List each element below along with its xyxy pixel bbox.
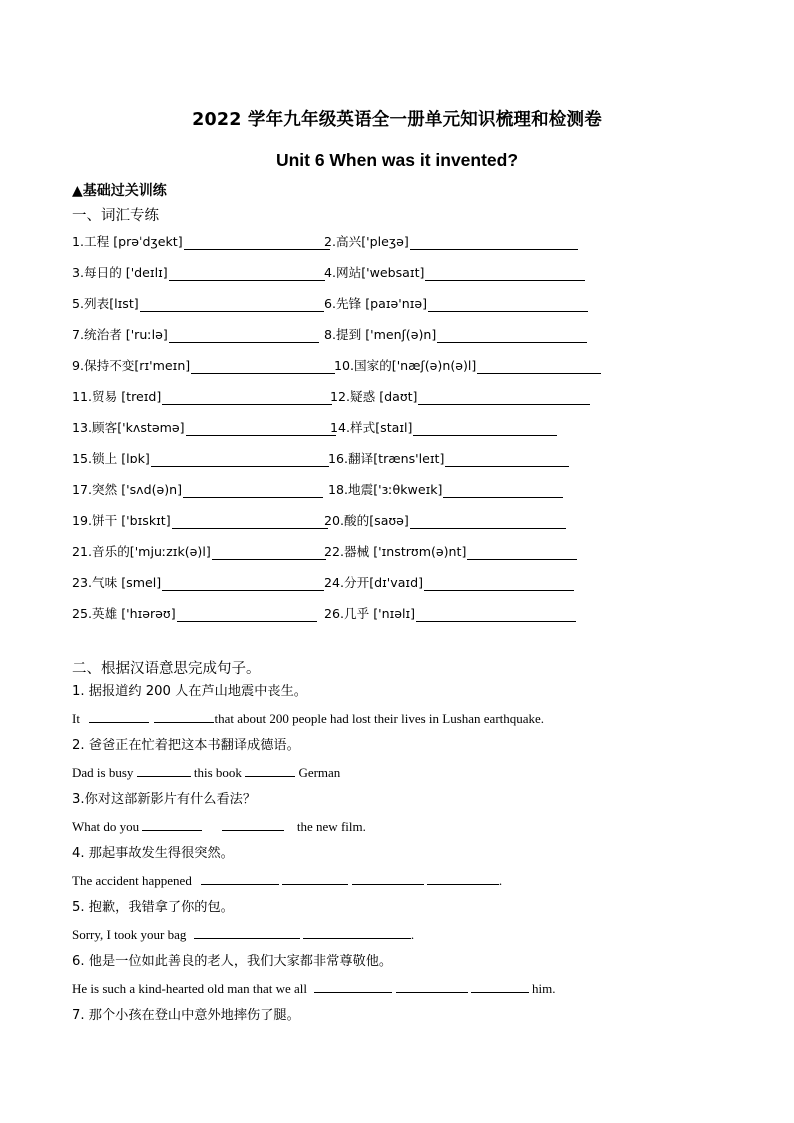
answer-blank[interactable]: [169, 267, 325, 281]
sentence-prompt-1: 1. 据报道约 200 人在芦山地震中丧生。: [72, 684, 307, 699]
vocab-row: [72, 231, 632, 262]
sentence-text: him.: [532, 981, 556, 996]
answer-blank[interactable]: [137, 764, 191, 777]
answer-blank[interactable]: [169, 329, 319, 343]
answer-blank[interactable]: [162, 577, 324, 591]
answer-blank[interactable]: [194, 926, 300, 939]
answer-blank[interactable]: [177, 608, 317, 622]
answer-blank[interactable]: [425, 267, 585, 281]
vocab-row: [72, 386, 632, 417]
vocab-item-6: 6.先锋 [paɪə'nɪə]: [324, 296, 428, 311]
answer-blank[interactable]: [282, 872, 348, 885]
sentence-text: that about 200 people had lost their lives in Lushan earthquake.: [214, 711, 545, 726]
answer-blank[interactable]: [477, 360, 601, 374]
answer-blank[interactable]: [212, 546, 326, 560]
answer-blank[interactable]: [445, 453, 569, 467]
vocab-row: [72, 293, 632, 324]
answer-blank[interactable]: [186, 422, 336, 436]
vocab-item-19: 19.饼干 ['bɪskɪt]: [72, 513, 171, 528]
vocab-item-2: 2.高兴['pleʒə]: [324, 234, 409, 249]
vocab-item-10: 10.国家的['næʃ(ə)n(ə)l]: [334, 358, 477, 373]
answer-blank[interactable]: [410, 236, 578, 250]
vocab-row: [72, 262, 632, 293]
vocab-item-12: 12.疑惑 [daʊt]: [330, 389, 418, 404]
page-title: 2022 学年九年级英语全一册单元知识梳理和检测卷: [192, 110, 602, 130]
vocab-row: [72, 324, 632, 355]
sentence-text: .: [410, 927, 415, 942]
answer-blank[interactable]: [427, 872, 499, 885]
sentence-text: The accident happened: [72, 873, 192, 888]
answer-blank[interactable]: [471, 980, 529, 993]
vocab-item-15: 15.锁上 [lɒk]: [72, 451, 150, 466]
answer-blank[interactable]: [396, 980, 468, 993]
sentence-text: What do you: [72, 819, 140, 834]
answer-blank[interactable]: [413, 422, 557, 436]
sentence-text: German: [298, 765, 341, 780]
vocab-item-5: 5.列表[lɪst]: [72, 296, 139, 311]
vocab-item-16: 16.翻译[træns'leɪt]: [328, 451, 445, 466]
vocab-item-7: 7.统治者 ['ruːlə]: [72, 327, 168, 342]
sentence-prompt-6: 6. 他是一位如此善良的老人，我们大家都非常尊敬他。: [72, 954, 393, 969]
answer-blank[interactable]: [352, 872, 424, 885]
vocab-item-20: 20.酸的[saʊə]: [324, 513, 409, 528]
answer-blank[interactable]: [201, 872, 279, 885]
sentence-answer-6: [72, 979, 722, 1006]
section-vocab-heading: 一、词汇专练: [72, 208, 159, 224]
answer-blank[interactable]: [172, 515, 328, 529]
answer-blank[interactable]: [183, 484, 323, 498]
vocab-row: [72, 355, 632, 386]
answer-blank[interactable]: [303, 926, 411, 939]
sentence-answer-4: [72, 871, 722, 898]
section-sentence-heading: 二、根据汉语意思完成句子。: [72, 661, 261, 677]
sentence-answer-3: [72, 817, 722, 844]
vocab-item-22: 22.器械 ['ɪnstrʊm(ə)nt]: [324, 544, 467, 559]
unit-subtitle: Unit 6 When was it invented?: [275, 150, 519, 170]
vocab-row: [72, 479, 632, 510]
answer-blank[interactable]: [428, 298, 588, 312]
sentence-prompt-2: 2. 爸爸正在忙着把这本书翻译成德语。: [72, 738, 300, 753]
vocab-list: [72, 231, 632, 634]
answer-blank[interactable]: [222, 818, 284, 831]
vocab-item-1: 1.工程 [prəˈdʒekt]: [72, 234, 183, 249]
vocab-row: [72, 510, 632, 541]
sentence-prompt-7: 7. 那个小孩在登山中意外地摔伤了腿。: [72, 1008, 300, 1023]
answer-blank[interactable]: [416, 608, 576, 622]
section-basic-training: ▲基础过关训练: [72, 183, 167, 199]
sentence-text: It: [72, 711, 80, 726]
vocab-row: [72, 541, 632, 572]
answer-blank[interactable]: [443, 484, 563, 498]
answer-blank[interactable]: [245, 764, 295, 777]
sentence-list: [72, 682, 722, 1033]
sentence-prompt-3: 3.你对这部新影片有什么看法？: [72, 792, 257, 807]
vocab-item-25: 25.英雄 ['hɪərəʊ]: [72, 606, 176, 621]
answer-blank[interactable]: [314, 980, 392, 993]
sentence-answer-2: [72, 763, 722, 790]
vocab-row: [72, 448, 632, 479]
sentence-text: Sorry, I took your bag: [72, 927, 187, 942]
answer-blank[interactable]: [437, 329, 587, 343]
sentence-prompt-5: 5. 抱歉，我错拿了你的包。: [72, 900, 234, 915]
sentence-text: He is such a kind-hearted old man that we all: [72, 981, 308, 996]
vocab-item-3: 3.每日的 ['deɪlɪ]: [72, 265, 168, 280]
answer-blank[interactable]: [162, 391, 332, 405]
vocab-item-23: 23.气味 [smel]: [72, 575, 162, 590]
vocab-row: [72, 417, 632, 448]
answer-blank[interactable]: [410, 515, 566, 529]
sentence-answer-1: [72, 709, 722, 736]
sentence-answer-5: [72, 925, 722, 952]
vocab-item-21: 21.音乐的['mjuːzɪk(ə)l]: [72, 544, 211, 559]
vocab-item-18: 18.地震['ɜːθkweɪk]: [328, 482, 443, 497]
answer-blank[interactable]: [154, 710, 214, 723]
sentence-text: .: [498, 873, 503, 888]
answer-blank[interactable]: [151, 453, 329, 467]
answer-blank[interactable]: [424, 577, 574, 591]
sentence-prompt-4: 4. 那起事故发生得很突然。: [72, 846, 234, 861]
answer-blank[interactable]: [142, 818, 202, 831]
sentence-text: this book: [193, 765, 242, 780]
vocab-item-8: 8.提到 ['menʃ(ə)n]: [324, 327, 437, 342]
answer-blank[interactable]: [191, 360, 335, 374]
vocab-item-13: 13.顾客['kʌstəmə]: [72, 420, 185, 435]
vocab-row: [72, 603, 632, 634]
answer-blank[interactable]: [184, 236, 330, 250]
answer-blank[interactable]: [418, 391, 590, 405]
answer-blank[interactable]: [467, 546, 577, 560]
vocab-item-26: 26.几乎 ['nɪəlɪ]: [324, 606, 416, 621]
vocab-item-4: 4.网站['websaɪt]: [324, 265, 425, 280]
vocab-row: [72, 572, 632, 603]
vocab-item-11: 11.贸易 [treɪd]: [72, 389, 162, 404]
answer-blank[interactable]: [89, 710, 149, 723]
sentence-text: the new film.: [296, 819, 366, 834]
sentence-text: Dad is busy: [72, 765, 134, 780]
vocab-item-14: 14.样式[staɪl]: [330, 420, 413, 435]
vocab-item-9: 9.保持不变[rɪ'meɪn]: [72, 358, 191, 373]
answer-blank[interactable]: [140, 298, 324, 312]
vocab-item-24: 24.分开[dɪ'vaɪd]: [324, 575, 424, 590]
vocab-item-17: 17.突然 ['sʌd(ə)n]: [72, 482, 183, 497]
